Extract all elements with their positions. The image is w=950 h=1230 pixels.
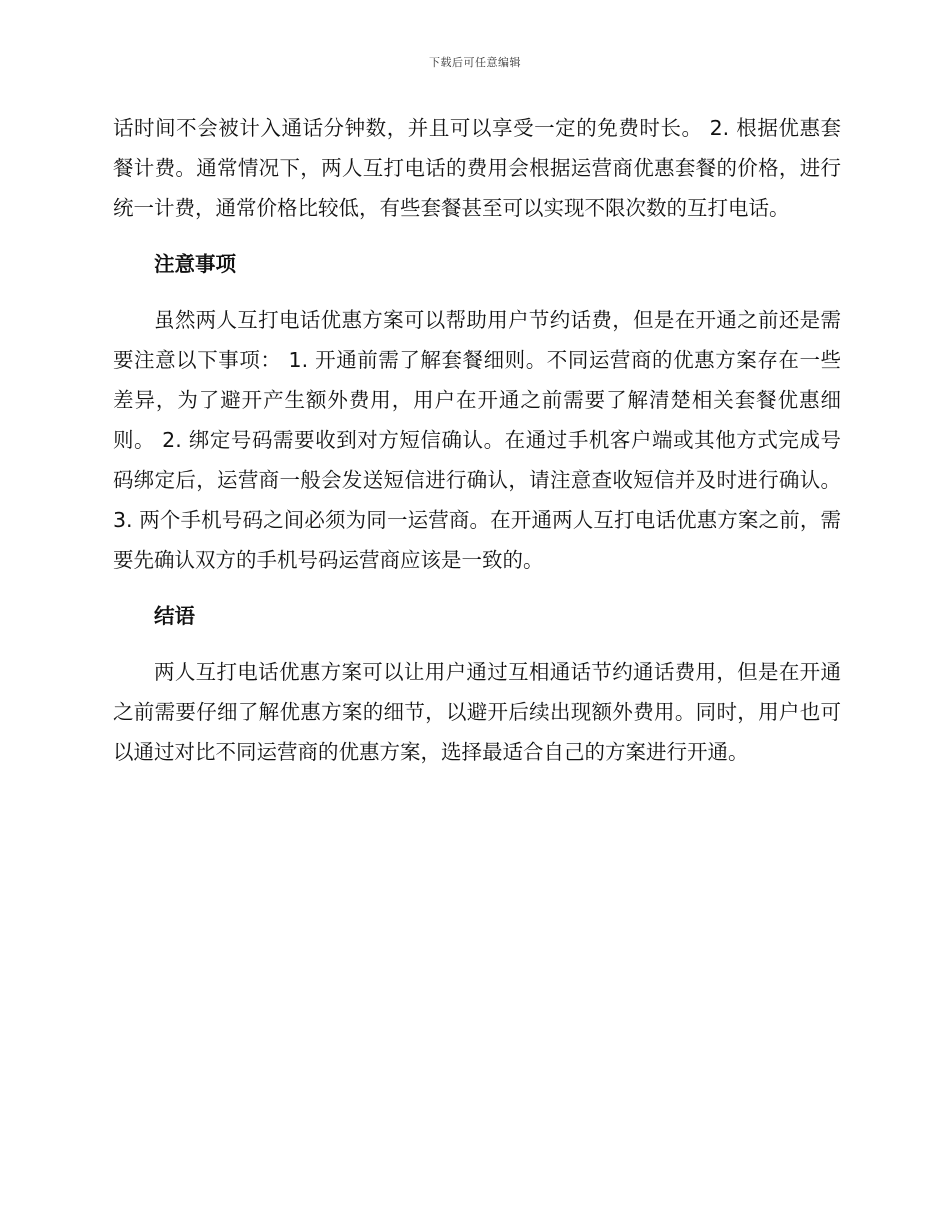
notes-paragraph: 虽然两人互打电话优惠方案可以帮助用户节约话费，但是在开通之前还是需要注意以下事项： 1. 开通前需了解套餐细则。不同运营商的优惠方案存在一些差异，为了避开产生额外费用，用户在开通之前需要了解清楚相关套餐优惠细则。 2. 绑定号码需要收到对方短信确认。在通过手机客户端或其他方式完成号码绑定后，运营商一般会发送短信进行确认，请注意查收短信并及时进行确认。 3. 两个手机号码之间必须为同一运营商。在开通两人互打电话优惠方案之前，需要先确认双方的手机号码运营商应该是一致的。: [113, 308, 841, 572]
continuation-paragraph: 话时间不会被计入通话分钟数，并且可以享受一定的免费时长。 2. 根据优惠套餐计费。通常情况下，两人互打电话的费用会根据运营商优惠套餐的价格，进行统一计费，通常价格比较低，有些套餐甚至可以实现不限次数的互打电话。: [113, 116, 841, 220]
conclusion-heading: 结语: [154, 604, 195, 628]
document-body: [113, 108, 841, 772]
header-note: 下载后可任意编辑: [429, 56, 521, 69]
conclusion-paragraph: 两人互打电话优惠方案可以让用户通过互相通话节约通话费用，但是在开通之前需要仔细了解优惠方案的细节，以避开后续出现额外费用。同时，用户也可以通过对比不同运营商的优惠方案，选择最适合自己的方案进行开通。: [113, 660, 841, 764]
notes-heading: 注意事项: [154, 252, 236, 276]
